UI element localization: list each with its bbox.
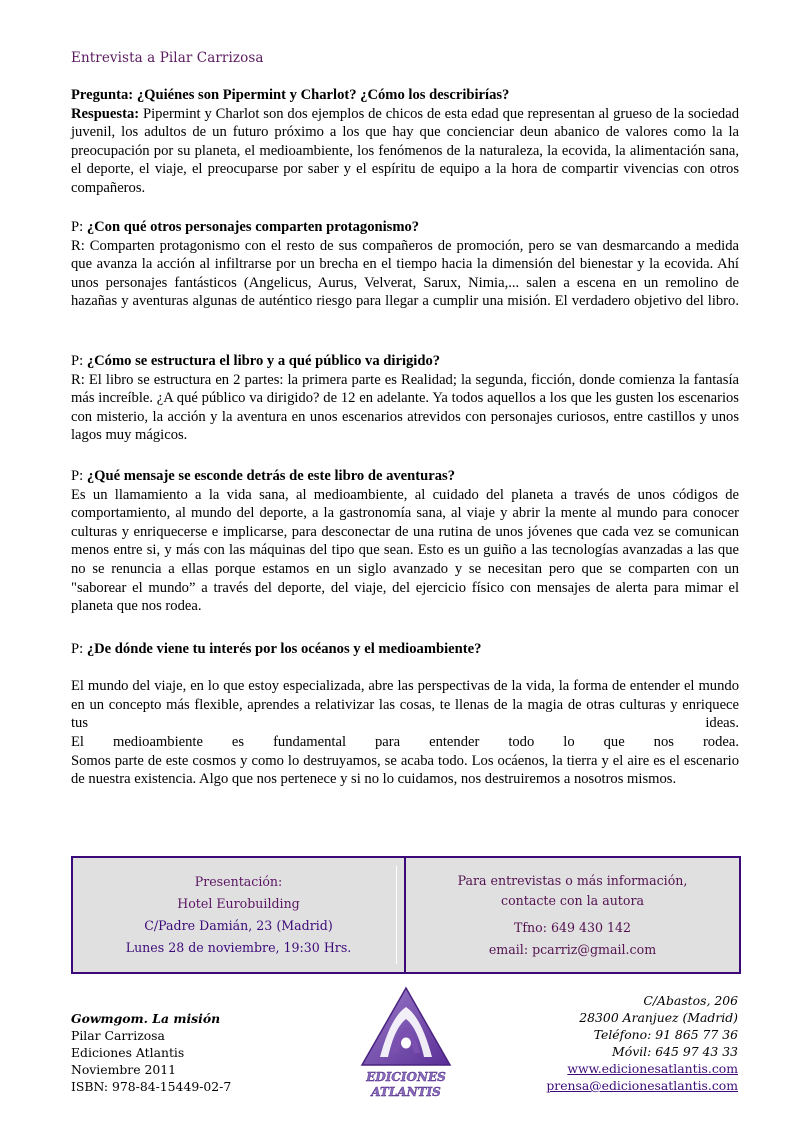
book-isbn: ISBN: 978-84-15449-02-7 <box>71 1079 232 1094</box>
answer-text: El libro se estructura en 2 partes: la primera parte es Realidad; la segunda, ficción, donde comienza la fantasía más increíble. ¿A qué público va dirigido? de 12 en adelante. Ya todos aquellos a los que les gusten los escenarios con misterio, la acción y la aventura en unos escenarios atrevidos con personajes curiosos, entre castillos y unos lagos muy mágicos. <box>71 371 739 444</box>
svg-text:ATLANTIS: ATLANTIS <box>371 1085 441 1099</box>
interview-section-3 <box>71 352 739 445</box>
question-label: P: <box>71 468 84 484</box>
interview-section-1 <box>71 86 739 198</box>
answer-label: Respuesta: <box>71 105 140 122</box>
ediciones-atlantis-logo-icon <box>358 985 454 1103</box>
event-info-box <box>71 856 741 974</box>
presentation-info <box>73 858 404 972</box>
answer-paragraph: El mundo del viaje, en lo que estoy especializada, abre las perspectivas de la vida, la forma de entender el mundo en un concepto más flexible, aprendes a relativizar las cosas, te llenas de la magia de otras culturas y enriquece tus ideas. <box>71 678 739 732</box>
interview-section-4 <box>71 467 739 616</box>
question <box>71 352 739 371</box>
book-info <box>71 1010 231 1095</box>
contact-line-1: Para entrevistas o más información, <box>457 873 688 888</box>
box-divider <box>404 858 406 972</box>
svg-text:EDICIONES: EDICIONES <box>366 1070 446 1084</box>
answer <box>71 371 739 445</box>
interview-section-2 <box>71 218 739 311</box>
answer-text: Es un llamamiento a la vida sana, al medioambiente, al cuidado del planeta a través de unos códigos de comportamiento, al mundo del deporte, a la gastronomía sana, al viaje y abrir la mente al mundo para conocer culturas y enriquecerse e implicarse, para desconectar de una rutina de unos jóvenes que cada vez se comunican menos entre si, y más con las máquinas del tipo que sean. Esto es un guiño a las tecnologías avanzadas a las que no se renuncia a ellas porque estamos en un siglo avanzado y se necesitan pero que se comparten con un "saborear el mundo” a través del deporte, del viaje, del ejercicio físico con mensajes de alerta para mimar el planeta que nos rodea. <box>71 486 739 615</box>
question-label: P: <box>71 641 84 657</box>
presentation-label: Presentación: <box>194 874 283 889</box>
interview-section-5 <box>71 640 739 789</box>
book-title: Gowmgom. La misión <box>71 1011 221 1026</box>
question-text: ¿De dónde viene tu interés por los océanos y el medioambiente? <box>86 641 482 657</box>
question-label: P: <box>71 353 84 369</box>
contact-line-2: contacte con la autora <box>501 893 644 908</box>
publisher-city: 28300 Aranjuez (Madrid) <box>579 1010 738 1025</box>
publisher-email-link[interactable]: prensa@edicionesatlantis.com <box>546 1078 738 1093</box>
question-text: ¿Qué mensaje se esconde detrás de este libro de aventuras? <box>86 468 456 484</box>
publisher-phone: Teléfono: 91 865 77 36 <box>593 1027 738 1042</box>
question <box>71 218 739 237</box>
question <box>71 467 739 486</box>
publisher-mobile: Móvil: 645 97 43 33 <box>612 1044 738 1059</box>
publisher-contact <box>546 992 738 1094</box>
question-text: ¿Con qué otros personajes comparten protagonismo? <box>86 219 420 235</box>
question-text: ¿Cómo se estructura el libro y a qué público va dirigido? <box>86 353 441 369</box>
answer-label: R: <box>71 237 85 254</box>
question-text: ¿Quiénes son Pipermint y Charlot? ¿Cómo los describirías? <box>136 87 510 103</box>
contact-email[interactable]: email: pcarriz@gmail.com <box>488 942 657 957</box>
question <box>71 640 739 659</box>
answer-label: R: <box>71 371 85 388</box>
answer-text: Comparten protagonismo con el resto de sus compañeros de promoción, pero se van desmarcando a medida que avanza la acción al infiltrarse por un brecha en el tiempo hacia la dimensión del bienestar y la ecovida. Ahí unos personajes fantásticos (Angelicus, Aurus, Velverat, Sarux, Nimia,... salen a escena en un remolino de hazañas y aventuras algunas de auténtico riesgo para llegar a cumplir una misión. El verdadero objetivo del libro. <box>71 237 739 310</box>
contact-phone: Tfno: 649 430 142 <box>513 920 632 935</box>
question-label: P: <box>71 219 84 235</box>
answer-paragraph: El medioambiente es fundamental para entender todo lo que nos rodea. <box>71 733 739 750</box>
answer <box>71 105 739 198</box>
presentation-venue: Hotel Eurobuilding <box>177 896 300 911</box>
presentation-address: C/Padre Damián, 23 (Madrid) <box>144 918 333 933</box>
contact-info <box>406 858 739 972</box>
answer-text: Pipermint y Charlot son dos ejemplos de chicos de esta edad que representan al grueso de la sociedad juvenil, los adultos de un futuro próximo a los que hay que concienciar deun abanico de valores como la la preocupación por su planeta, el medioambiente, los fenómenos de la naturaleza, la ecovida, la alimentación sana, el deporte, el viaje, el preocuparse por saber y el espíritu de equipo a la hora de compartir vivencias con otros compañeros. <box>71 105 739 196</box>
answer <box>71 486 739 616</box>
answer-paragraph: Somos parte de este cosmos y como lo destruyamos, se acaba todo. Los ocáenos, la tierra y el aire es el escenario de nuestra existencia. Algo que nos pertenece y si no lo cuidamos, nos destruiremos a nosotros mismos. <box>71 752 739 788</box>
answer <box>71 237 739 311</box>
publisher-address: C/Abastos, 206 <box>643 993 738 1008</box>
publisher-website-link[interactable]: www.edicionesatlantis.com <box>567 1061 738 1076</box>
question-label: Pregunta: <box>71 87 134 103</box>
book-date: Noviembre 2011 <box>71 1062 177 1077</box>
presentation-datetime: Lunes 28 de noviembre, 19:30 Hrs. <box>125 940 352 955</box>
question <box>71 86 739 105</box>
book-publisher: Ediciones Atlantis <box>71 1045 185 1060</box>
page-title: Entrevista a Pilar Carrizosa <box>71 50 264 66</box>
book-author: Pilar Carrizosa <box>71 1028 165 1043</box>
